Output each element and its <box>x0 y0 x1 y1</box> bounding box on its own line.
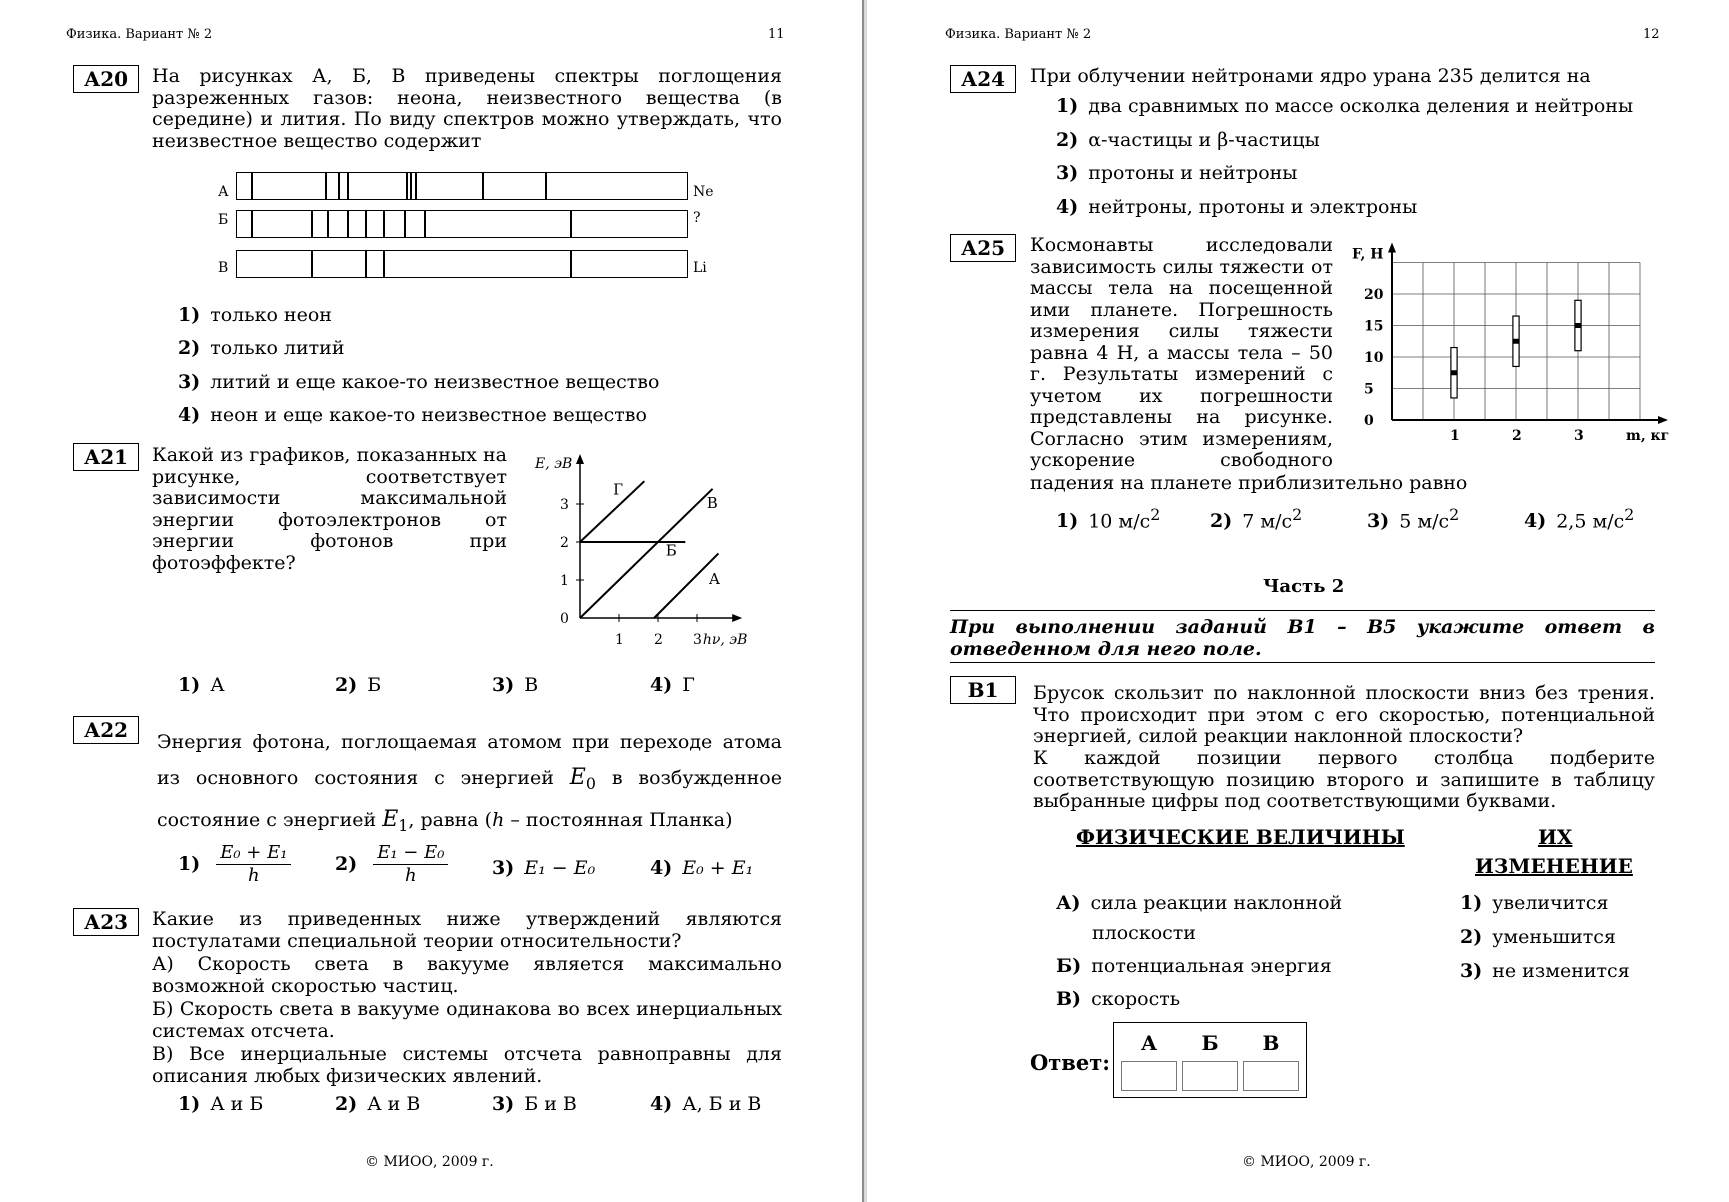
b1-col1-header: ФИЗИЧЕСКИЕ ВЕЛИЧИНЫ <box>1076 825 1405 849</box>
y-tick-label: 3 <box>560 497 569 513</box>
a24-question-text: При облучении нейтронами ядро урана 235 делится на <box>1030 65 1591 87</box>
spectral-line <box>404 211 406 237</box>
y-axis-label: F, Н <box>1352 246 1384 263</box>
a20-option-2[interactable]: 2) только литий <box>178 337 345 359</box>
a23-option-3[interactable]: 3) Б и В <box>492 1093 577 1115</box>
spectral-line <box>365 251 367 277</box>
spectral-line <box>570 251 572 277</box>
task-label-a24: А24 <box>950 65 1016 93</box>
b1-change-2: 2) уменьшится <box>1460 926 1616 948</box>
a20-option-1[interactable]: 1) только неон <box>178 304 332 326</box>
task-label-a20: А20 <box>73 65 139 93</box>
answer-col-header: А <box>1140 1031 1158 1055</box>
y-axis-label: E, эВ <box>535 456 573 472</box>
spectral-line <box>251 211 253 237</box>
b1-change-1: 1) увеличится <box>1460 892 1609 914</box>
x-tick-label: 2 <box>1512 428 1522 444</box>
part2-bottom-rule <box>950 662 1655 663</box>
left-header-title: Физика. Вариант № 2 <box>66 27 213 42</box>
graph-line-label: Г <box>613 480 624 499</box>
a23-statement-a: А) Скорость света в вакууме является максимально возможной скоростью частиц. <box>152 953 782 997</box>
part2-instruction: При выполнении заданий В1 – В5 укажите ответ в отведенном для него поле. <box>950 616 1655 660</box>
answer-col-header: Б <box>1201 1031 1219 1055</box>
spectral-line <box>347 211 349 237</box>
y-tick-label: 5 <box>1364 381 1374 398</box>
x-tick-label: 2 <box>654 632 663 648</box>
left-page-number: 11 <box>768 27 785 42</box>
spectral-line <box>482 173 484 199</box>
spectral-line <box>415 173 417 199</box>
a25-force-mass-chart <box>1350 236 1670 456</box>
y-tick-label: 10 <box>1364 350 1384 366</box>
a25-question-tail: падения на планете приблизительно равно <box>1030 472 1468 494</box>
x-axis-label: m, кг <box>1626 428 1670 444</box>
page-divider-shadow <box>864 0 867 1202</box>
b1-change-3: 3) не изменится <box>1460 960 1630 982</box>
a22-option-2[interactable]: 2) $\frac{\text{E₁ − E₀}}{h}$ <box>335 842 448 887</box>
b1-answer-table <box>1113 1022 1307 1098</box>
spectral-line <box>406 173 408 199</box>
a23-option-4[interactable]: 4) А, Б и В <box>650 1093 762 1115</box>
a25-option-4[interactable]: 4) 2,5 $м/с^2$ <box>1524 505 1635 533</box>
a21-question-text: Какой из графиков, показанных на рисунке, соответствует зависимости максимальной энергии фотоэлектронов от энергии фотонов при фотоэффекте? <box>152 444 507 574</box>
a21-option-2[interactable]: 2) Б <box>335 674 382 696</box>
a22-option-1[interactable]: 1) $\frac{\text{E₀ + E₁}}{h}$ <box>178 842 291 887</box>
a21-option-1[interactable]: 1) А <box>178 674 225 696</box>
spectral-line <box>325 173 327 199</box>
part2-title: Часть 2 <box>1263 576 1345 597</box>
y-tick-label: 1 <box>560 573 569 589</box>
x-tick-label: 1 <box>615 632 624 648</box>
b1-col2-header-line1: ИХ <box>1538 825 1573 849</box>
x-tick-label: 1 <box>1450 428 1460 444</box>
a25-question-text: Космонавты исследовали зависимость силы тяжести от массы тела на посещенной ими планете. Погрешность измерения силы тяжести равна 4 Н, а массы тела – 50 г. Результаты измерений с учетом их погрешности представлены на рисунке. Согласно этим измерениям, ускорение свободного <box>1030 234 1333 471</box>
y-axis-arrow <box>1388 243 1396 253</box>
task-label-a22: А22 <box>73 716 139 744</box>
a21-energy-chart <box>530 450 770 660</box>
y-axis-arrow <box>576 454 584 464</box>
spectrum-row-label: А <box>218 184 229 200</box>
a20-spectra <box>216 170 716 280</box>
a21-option-3[interactable]: 3) В <box>492 674 539 696</box>
a25-option-3[interactable]: 3) 5 $м/с^2$ <box>1367 505 1460 533</box>
a22-option-4[interactable]: 4) E₀ + E₁ <box>650 857 754 879</box>
y-tick-label: 2 <box>560 535 569 551</box>
a21-option-4[interactable]: 4) Г <box>650 674 695 696</box>
y-tick-label: 15 <box>1364 318 1384 335</box>
spectrum-neon <box>236 172 688 200</box>
task-label-a23: А23 <box>73 908 139 936</box>
spectral-line <box>251 173 253 199</box>
answer-cell-c[interactable] <box>1243 1061 1299 1091</box>
spectral-line <box>410 173 412 199</box>
a25-option-1[interactable]: 1) 10 $м/с^2$ <box>1056 505 1161 533</box>
a20-option-3[interactable]: 3) литий и еще какое-то неизвестное вещество <box>178 371 660 393</box>
x-axis-arrow <box>732 614 742 622</box>
part2-top-rule <box>950 610 1655 611</box>
left-footer: © МИОО, 2009 г. <box>365 1154 494 1170</box>
b1-quantity-a: А) сила реакции наклонной <box>1056 892 1343 914</box>
a23-statement-c: В) Все инерциальные системы отсчета равноправны для описания любых физических явлений. <box>152 1043 782 1087</box>
spectrum-name: ? <box>693 210 701 226</box>
right-header-title: Физика. Вариант № 2 <box>945 27 1092 42</box>
spectrum-name: Li <box>693 260 707 276</box>
a23-option-2[interactable]: 2) А и В <box>335 1093 421 1115</box>
graph-line-label: Б <box>665 541 677 560</box>
a20-question-text: На рисунках А, Б, В приведены спектры поглощения разреженных газов: неона, неизвестного вещества (в середине) и лития. По виду спектров можно утверждать, что неизвестное вещество содержит <box>152 65 782 152</box>
data-point <box>1514 339 1519 344</box>
b1-answer-label: Ответ: <box>1030 1050 1111 1075</box>
task-label-b1: В1 <box>950 676 1016 704</box>
a23-question-text: Какие из приведенных ниже утверждений являются постулатами специальной теории относительности? <box>152 908 782 952</box>
y-tick-label: 0 <box>560 611 569 627</box>
spectral-line <box>347 173 349 199</box>
b1-quantity-c: В) скорость <box>1056 988 1181 1010</box>
spectral-line <box>570 211 572 237</box>
data-point <box>1452 370 1457 375</box>
spectral-line <box>338 173 340 199</box>
b1-instruction-text: К каждой позиции первого столбца подберите соответствующую позицию второго и запишите в таблицу выбранные цифры под соответствующими буквами. <box>1033 747 1655 812</box>
x-tick-label: 3 <box>693 632 702 648</box>
answer-col-header: В <box>1262 1031 1280 1055</box>
x-axis-arrow <box>1658 416 1668 424</box>
x-axis-label: hν, эВ <box>702 632 748 648</box>
a24-option-1[interactable]: 1) два сравнимых по массе осколка деления и нейтроны <box>1056 95 1634 117</box>
answer-cell-a[interactable] <box>1121 1061 1177 1091</box>
graph-line-label: А <box>708 569 721 588</box>
y-tick-label: 20 <box>1364 287 1384 303</box>
spectrum-lithium <box>236 250 688 278</box>
right-page-number: 12 <box>1643 27 1660 42</box>
a20-option-4[interactable]: 4) неон и еще какое-то неизвестное вещество <box>178 404 647 426</box>
a24-option-4[interactable]: 4) нейтроны, протоны и электроны <box>1056 196 1418 218</box>
b1-question-text: Брусок скользит по наклонной плоскости вниз без трения. Что происходит при этом с его скоростью, потенциальной энергией, силой реакции наклонной плоскости? <box>1033 682 1655 747</box>
y-tick-label: 0 <box>1364 413 1374 429</box>
b1-col2-header-line2: ИЗМЕНЕНИЕ <box>1475 854 1633 878</box>
a23-option-1[interactable]: 1) А и Б <box>178 1093 264 1115</box>
b1-quantity-a-line2: плоскости <box>1092 922 1196 944</box>
data-point <box>1576 323 1581 328</box>
spectral-line <box>327 211 329 237</box>
spectrum-unknown <box>236 210 688 238</box>
task-label-a25: А25 <box>950 234 1016 262</box>
spectral-line <box>311 211 313 237</box>
x-tick-label: 3 <box>1574 428 1584 444</box>
spectral-line <box>424 211 426 237</box>
a24-option-2[interactable]: 2) α-частицы и β-частицы <box>1056 129 1320 151</box>
a22-option-3[interactable]: 3) E₁ − E₀ <box>492 857 596 879</box>
graph-line <box>580 489 713 618</box>
spectrum-row-label: В <box>218 260 229 276</box>
spectrum-name: Ne <box>693 184 714 200</box>
spectral-line <box>311 251 313 277</box>
a22-question-text: Энергия фотона, поглощаемая атомом при переходе атома из основного состояния с энергией $E_0$ в возбужденное состояние с энергией $E_1$, равна (h – постоянная Планка) <box>157 731 782 835</box>
spectral-line <box>365 211 367 237</box>
spectral-line <box>383 211 385 237</box>
answer-cell-b[interactable] <box>1182 1061 1238 1091</box>
spectrum-row-label: Б <box>218 212 229 228</box>
b1-quantity-b: Б) потенциальная энергия <box>1056 955 1332 977</box>
spectral-line <box>545 173 547 199</box>
a25-option-2[interactable]: 2) 7 $м/с^2$ <box>1210 505 1303 533</box>
task-label-a21: А21 <box>73 443 139 471</box>
graph-line-label: В <box>706 493 718 512</box>
a24-option-3[interactable]: 3) протоны и нейтроны <box>1056 162 1298 184</box>
a23-statement-b: Б) Скорость света в вакууме одинакова во всех инерциальных системах отсчета. <box>152 998 782 1042</box>
spectral-line <box>383 251 385 277</box>
right-footer: © МИОО, 2009 г. <box>1242 1154 1371 1170</box>
